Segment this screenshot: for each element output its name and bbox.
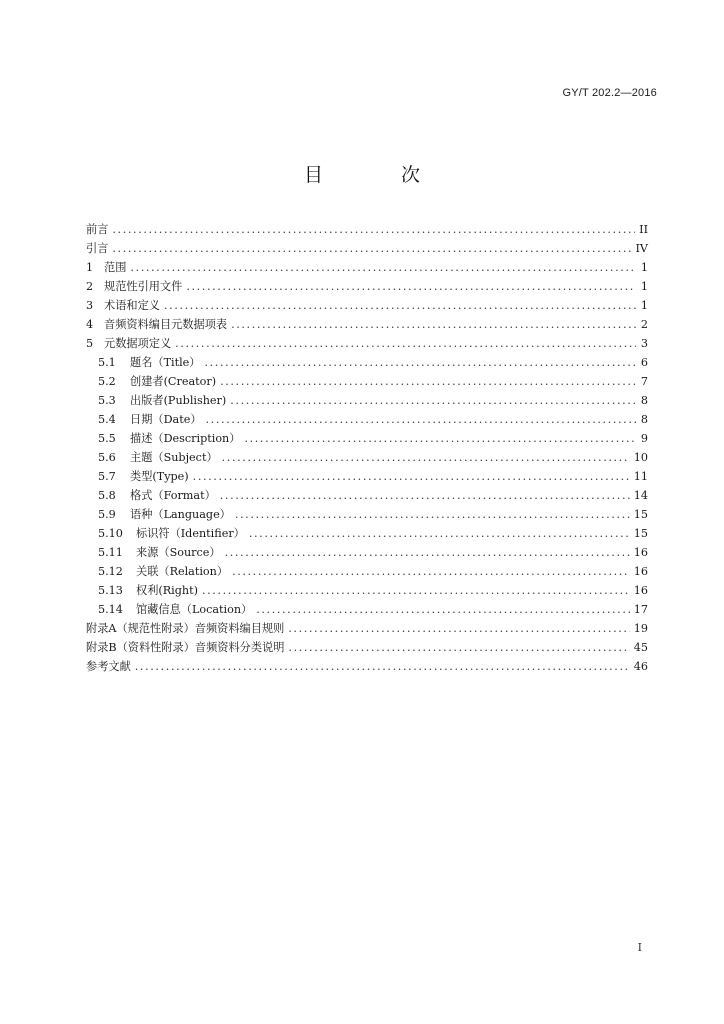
toc-entry-page: 1 bbox=[640, 280, 648, 293]
toc-entry-page: 1 bbox=[640, 299, 648, 312]
toc-entry-page: 1 bbox=[640, 261, 648, 274]
toc-dot-leader bbox=[193, 467, 630, 486]
toc-entry-page: 7 bbox=[640, 375, 648, 388]
toc-entry-title: 语种（Language） bbox=[130, 508, 231, 521]
toc-dot-leader bbox=[288, 619, 629, 638]
toc-dot-leader bbox=[220, 372, 636, 391]
toc-dot-leader bbox=[235, 505, 630, 524]
toc-entry-number: 1 bbox=[86, 261, 94, 274]
toc-entry[interactable] bbox=[86, 372, 648, 391]
toc-entry-page: 10 bbox=[633, 451, 648, 464]
toc-entry-number: 5.8 bbox=[98, 489, 116, 502]
toc-entry[interactable] bbox=[86, 524, 648, 543]
toc-dot-leader bbox=[230, 391, 636, 410]
toc-entry-number: 4 bbox=[86, 318, 94, 331]
toc-entry[interactable] bbox=[86, 296, 648, 315]
toc-entry[interactable] bbox=[86, 562, 648, 581]
toc-dot-leader bbox=[130, 258, 636, 277]
toc-entry[interactable] bbox=[86, 581, 648, 600]
toc-dot-leader bbox=[244, 429, 636, 448]
toc-entry[interactable] bbox=[86, 429, 648, 448]
toc-title: 目 次 bbox=[303, 164, 457, 186]
table-of-contents bbox=[86, 220, 648, 676]
toc-entry-page: 19 bbox=[633, 622, 648, 635]
toc-entry-page: 9 bbox=[640, 432, 648, 445]
toc-dot-leader bbox=[202, 581, 630, 600]
toc-entry[interactable] bbox=[86, 600, 648, 619]
toc-entry-number: 5.10 bbox=[98, 527, 123, 540]
toc-entry-title: 元数据项定义 bbox=[104, 337, 172, 350]
toc-entry-title: 附录A（规范性附录）音频资料编目规则 bbox=[86, 622, 285, 635]
toc-entry[interactable] bbox=[86, 239, 648, 258]
toc-dot-leader bbox=[249, 524, 630, 543]
toc-entry-title: 类型(Type) bbox=[130, 470, 189, 483]
toc-entry-page: 17 bbox=[633, 603, 648, 616]
toc-dot-leader bbox=[135, 657, 630, 676]
toc-dot-leader bbox=[222, 448, 630, 467]
toc-entry[interactable] bbox=[86, 277, 648, 296]
toc-entry-number: 5.7 bbox=[98, 470, 116, 483]
toc-entry-title: 关联（Relation） bbox=[136, 565, 229, 578]
toc-entry[interactable] bbox=[86, 543, 648, 562]
toc-entry[interactable] bbox=[86, 657, 648, 676]
toc-entry-number: 5.4 bbox=[98, 413, 116, 426]
toc-entry-number: 5 bbox=[86, 337, 94, 350]
toc-entry-title: 来源（Source） bbox=[136, 546, 221, 559]
toc-entry-title: 范围 bbox=[104, 261, 127, 274]
toc-entry-page: II bbox=[639, 223, 648, 236]
toc-dot-leader bbox=[231, 315, 636, 334]
toc-entry-title: 出版者(Publisher) bbox=[130, 394, 227, 407]
toc-entry-page: 16 bbox=[633, 584, 648, 597]
toc-entry-number: 3 bbox=[86, 299, 94, 312]
toc-entry-title: 参考文献 bbox=[86, 660, 131, 673]
toc-entry-page: 6 bbox=[640, 356, 648, 369]
toc-entry[interactable] bbox=[86, 467, 648, 486]
toc-entry-number: 5.12 bbox=[98, 565, 123, 578]
toc-entry-number: 5.6 bbox=[98, 451, 116, 464]
toc-entry-page: 16 bbox=[633, 565, 648, 578]
toc-entry-title: 描述（Description） bbox=[130, 432, 241, 445]
toc-dot-leader bbox=[112, 220, 635, 239]
toc-entry-title: 引言 bbox=[86, 242, 109, 255]
toc-entry[interactable] bbox=[86, 353, 648, 372]
toc-entry-title: 附录B（资料性附录）音频资料分类说明 bbox=[86, 641, 285, 654]
toc-entry-number: 5.3 bbox=[98, 394, 116, 407]
toc-entry-page: 15 bbox=[633, 508, 648, 521]
toc-entry-page: 46 bbox=[633, 660, 648, 673]
toc-dot-leader bbox=[220, 486, 630, 505]
toc-entry-number: 5.2 bbox=[98, 375, 116, 388]
toc-entry[interactable] bbox=[86, 486, 648, 505]
toc-entry-number: 5.1 bbox=[98, 356, 116, 369]
toc-entry-title: 日期（Date） bbox=[130, 413, 202, 426]
page-number: I bbox=[637, 941, 642, 954]
toc-entry-number: 5.9 bbox=[98, 508, 116, 521]
toc-entry-page: 8 bbox=[640, 413, 648, 426]
toc-dot-leader bbox=[225, 543, 630, 562]
toc-entry-page: 45 bbox=[633, 641, 648, 654]
toc-entry-page: 11 bbox=[633, 470, 648, 483]
toc-entry-page: IV bbox=[635, 242, 648, 255]
standard-code: GY/T 202.2—2016 bbox=[562, 87, 657, 99]
toc-entry-title: 术语和定义 bbox=[104, 299, 160, 312]
toc-entry-title: 格式（Format） bbox=[130, 489, 216, 502]
toc-dot-leader bbox=[164, 296, 636, 315]
toc-entry-number: 2 bbox=[86, 280, 94, 293]
toc-entry-page: 16 bbox=[633, 546, 648, 559]
toc-entry-number: 5.13 bbox=[98, 584, 123, 597]
toc-entry-page: 2 bbox=[640, 318, 648, 331]
toc-entry-page: 15 bbox=[633, 527, 648, 540]
toc-entry-title: 主题（Subject） bbox=[130, 451, 218, 464]
toc-entry[interactable] bbox=[86, 448, 648, 467]
toc-entry-title: 权利(Right) bbox=[136, 584, 198, 597]
toc-entry-number: 5.5 bbox=[98, 432, 116, 445]
toc-entry[interactable] bbox=[86, 619, 648, 638]
toc-dot-leader bbox=[232, 562, 630, 581]
toc-dot-leader bbox=[288, 638, 629, 657]
toc-entry-page: 3 bbox=[640, 337, 648, 350]
toc-entry-page: 14 bbox=[633, 489, 648, 502]
toc-dot-leader bbox=[112, 239, 631, 258]
toc-entry[interactable] bbox=[86, 410, 648, 429]
toc-dot-leader bbox=[256, 600, 630, 619]
toc-entry[interactable] bbox=[86, 334, 648, 353]
toc-entry[interactable] bbox=[86, 391, 648, 410]
toc-entry[interactable] bbox=[86, 220, 648, 239]
toc-entry-title: 前言 bbox=[86, 223, 109, 236]
toc-dot-leader bbox=[206, 410, 636, 429]
toc-entry-title: 音频资料编目元数据项表 bbox=[104, 318, 228, 331]
toc-entry-number: 5.11 bbox=[98, 546, 123, 559]
toc-entry-title: 规范性引用文件 bbox=[104, 280, 183, 293]
toc-entry-page: 8 bbox=[640, 394, 648, 407]
toc-entry-title: 标识符（Identifier） bbox=[136, 527, 245, 540]
toc-dot-leader bbox=[175, 334, 636, 353]
toc-entry[interactable] bbox=[86, 638, 648, 657]
toc-entry-number: 5.14 bbox=[98, 603, 123, 616]
toc-entry[interactable] bbox=[86, 258, 648, 277]
toc-dot-leader bbox=[186, 277, 636, 296]
toc-entry[interactable] bbox=[86, 505, 648, 524]
toc-entry-title: 题名（Title） bbox=[130, 356, 201, 369]
toc-entry-title: 馆藏信息（Location） bbox=[136, 603, 253, 616]
toc-dot-leader bbox=[205, 353, 637, 372]
toc-entry-title: 创建者(Creator) bbox=[130, 375, 217, 388]
toc-entry[interactable] bbox=[86, 315, 648, 334]
